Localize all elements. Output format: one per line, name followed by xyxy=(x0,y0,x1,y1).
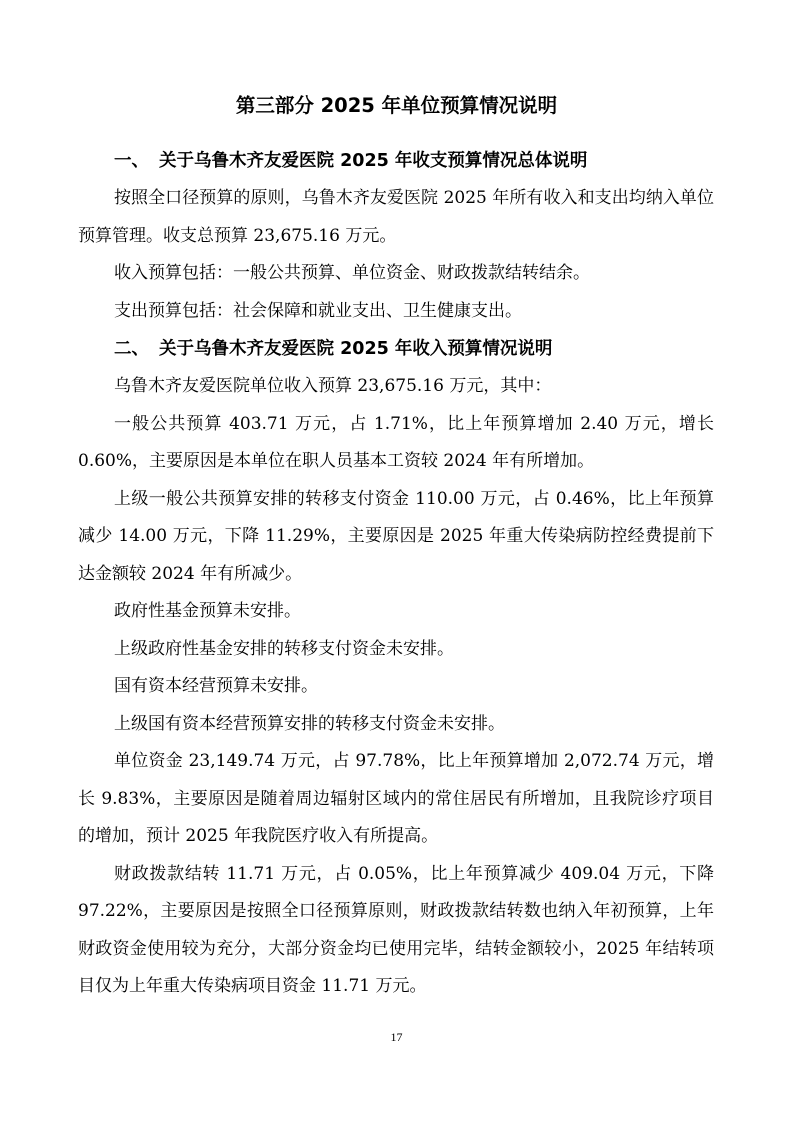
document-body xyxy=(78,142,714,1006)
paragraph: 财政拨款结转 11.71 万元，占 0.05%，比上年预算减少 409.04 万元，下降 97.22%，主要原因是按照全口径预算原则，财政拨款结转数也纳入年初预算，上年财政资金使用较为充分，大部分资金均已使用完毕，结转金额较小，2025 年结转项目仅为上年重大传染病项目资金 11.71 万元。 xyxy=(78,863,714,996)
section-number: 二、 xyxy=(114,339,149,359)
section-heading-text: 关于乌鲁木齐友爱医院 2025 年收支预算情况总体说明 xyxy=(159,151,588,171)
section-heading-2 xyxy=(78,330,714,368)
paragraph: 上级政府性基金安排的转移支付资金未安排。 xyxy=(114,638,454,659)
section-heading-text: 关于乌鲁木齐友爱医院 2025 年收入预算情况说明 xyxy=(159,339,553,359)
paragraph: 单位资金 23,149.74 万元，占 97.78%，比上年预算增加 2,072.74 万元，增长 9.83%，主要原因是随着周边辐射区域内的常住居民有所增加，且我院诊疗项目的增加，预计 2025 年我院医疗收入有所提高。 xyxy=(78,751,714,846)
section-number: 一、 xyxy=(114,151,149,171)
paragraph: 支出预算包括：社会保障和就业支出、卫生健康支出。 xyxy=(114,300,522,321)
section-heading-1 xyxy=(78,142,714,180)
page-number: 17 xyxy=(390,1030,403,1044)
paragraph: 上级一般公共预算安排的转移支付资金 110.00 万元，占 0.46%，比上年预算减少 14.00 万元，下降 11.29%，主要原因是 2025 年重大传染病防控经费提前下达金额较 2024 年有所减少。 xyxy=(78,488,714,584)
paragraph: 乌鲁木齐友爱医院单位收入预算 23,675.16 万元，其中： xyxy=(114,376,552,396)
paragraph: 国有资本经营预算未安排。 xyxy=(114,676,318,696)
paragraph: 按照全口径预算的原则，乌鲁木齐友爱医院 2025 年所有收入和支出均纳入单位预算管理。收支总预算 23,675.16 万元。 xyxy=(78,188,714,246)
paragraph: 政府性基金预算未安排。 xyxy=(114,601,301,621)
paragraph: 收入预算包括：一般公共预算、单位资金、财政拨款结转结余。 xyxy=(114,263,590,283)
paragraph: 上级国有资本经营预算安排的转移支付资金未安排。 xyxy=(114,713,505,734)
paragraph: 一般公共预算 403.71 万元，占 1.71%，比上年预算增加 2.40 万元，增长 0.60%，主要原因是本单位在职人员基本工资较 2024 年有所增加。 xyxy=(78,413,714,471)
document-title: 第三部分 2025 年单位预算情况说明 xyxy=(235,94,558,117)
